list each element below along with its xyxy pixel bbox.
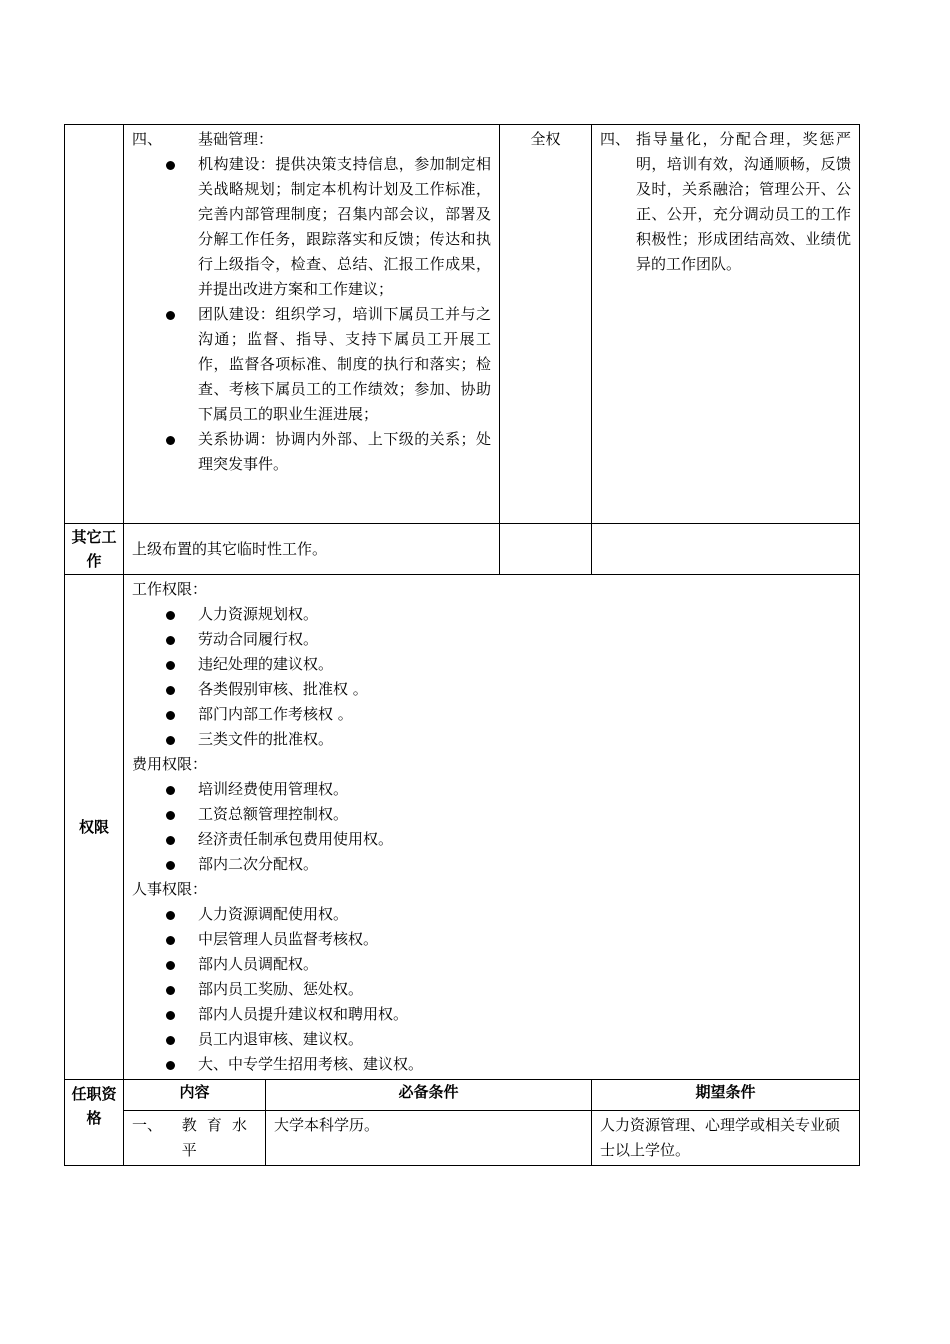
item-name: 教育水平 [181, 1116, 257, 1159]
authority-row [65, 575, 860, 1080]
standard-text: 指导量化，分配合理，奖惩严明，培训有效，沟通顺畅，反馈及时，关系融洽；管理公开、公正、公开，充分调动员工的工作积极性；形成团结高效、业绩优异的工作团队。 [636, 130, 852, 273]
item-number: 一、 [132, 1116, 163, 1134]
bullet-icon [166, 686, 175, 695]
work-authority-list [132, 602, 851, 752]
other-work-row [65, 524, 860, 575]
list-item: 工资总额管理控制权。 [132, 802, 851, 827]
other-work-text: 上级布置的其它临时性工作。 [124, 524, 500, 575]
personnel-authority-list [132, 902, 851, 1077]
list-item: 培训经费使用管理权。 [132, 777, 851, 802]
other-work-label: 其它工作 [65, 524, 124, 575]
list-item: 部门内部工作考核权 。 [132, 702, 851, 727]
list-item: 各类假别审核、批准权 。 [132, 677, 851, 702]
education-item [124, 1111, 266, 1166]
bullet-icon [166, 736, 175, 745]
authority-label: 权限 [65, 575, 124, 1080]
bullet-icon [166, 936, 175, 945]
standard-cell [592, 125, 860, 524]
list-item: 部内人员调配权。 [132, 952, 851, 977]
header-required: 必备条件 [266, 1080, 592, 1111]
list-item: 部内员工奖励、惩处权。 [132, 977, 851, 1002]
bullet-icon [166, 1036, 175, 1045]
bullet-icon [166, 311, 175, 320]
bullet-icon [166, 636, 175, 645]
list-item: 违纪处理的建议权。 [132, 652, 851, 677]
bullet-icon [166, 811, 175, 820]
bullet-icon [166, 1011, 175, 1020]
expense-authority-list [132, 777, 851, 877]
list-item: 人力资源规划权。 [132, 602, 851, 627]
header-expected: 期望条件 [592, 1080, 860, 1111]
education-required: 大学本科学历。 [266, 1111, 592, 1166]
bullet-icon [166, 786, 175, 795]
qualification-label: 任职资格 [65, 1080, 124, 1166]
list-item: 人力资源调配使用权。 [132, 902, 851, 927]
bullet-icon [166, 711, 175, 720]
bullet-icon [166, 961, 175, 970]
list-item: 部内人员提升建议权和聘用权。 [132, 1002, 851, 1027]
duty-row-basic-management [65, 125, 860, 524]
group-title-work: 工作权限： [132, 580, 208, 598]
other-work-standard-empty [592, 524, 860, 575]
education-expected: 人力资源管理、心理学或相关专业硕士以上学位。 [592, 1111, 860, 1166]
list-item: 部内二次分配权。 [132, 852, 851, 877]
list-item: 团队建设：组织学习，培训下属员工并与之沟通；监督、指导、支持下属员工开展工作，监督各项标准、制度的执行和落实；检查、考核下属员工的工作绩效；参加、协助下属员工的职业生涯进展； [132, 302, 491, 427]
section-title: 基础管理： [198, 130, 274, 148]
section-heading [132, 127, 491, 152]
list-item: 大、中专学生招用考核、建议权。 [132, 1052, 851, 1077]
duty-content [124, 125, 500, 524]
list-item: 劳动合同履行权。 [132, 627, 851, 652]
standard-number: 四、 [600, 130, 631, 148]
qualification-header-row [65, 1080, 860, 1111]
bullet-icon [166, 836, 175, 845]
duty-row-label-empty [65, 125, 124, 524]
bullet-icon [166, 911, 175, 920]
table-row [65, 1111, 860, 1166]
header-content: 内容 [124, 1080, 266, 1111]
list-item: 中层管理人员监督考核权。 [132, 927, 851, 952]
section-number: 四、 [132, 130, 163, 148]
list-item: 员工内退审核、建议权。 [132, 1027, 851, 1052]
job-description-document [64, 124, 859, 1166]
authority-content [124, 575, 860, 1080]
group-title-personnel: 人事权限： [132, 880, 208, 898]
bullet-icon [166, 986, 175, 995]
list-item: 机构建设：提供决策支持信息，参加制定相关战略规划；制定本机构计划及工作标准，完善内部管理制度；召集内部会议，部署及分解工作任务，跟踪落实和反馈；传达和执行上级指令，检查、总结、汇报工作成果，并提出改进方案和工作建议； [132, 152, 491, 302]
authority-cell: 全权 [500, 125, 592, 524]
group-title-expense: 费用权限： [132, 755, 208, 773]
bullet-icon [166, 436, 175, 445]
list-item: 经济责任制承包费用使用权。 [132, 827, 851, 852]
job-table [64, 124, 860, 1166]
other-work-authority-empty [500, 524, 592, 575]
bullet-icon [166, 161, 175, 170]
list-item: 关系协调：协调内外部、上下级的关系；处理突发事件。 [132, 427, 491, 477]
bullet-icon [166, 661, 175, 670]
duty-bullet-list [132, 152, 491, 477]
list-item: 三类文件的批准权。 [132, 727, 851, 752]
bullet-icon [166, 1061, 175, 1070]
bullet-icon [166, 611, 175, 620]
bullet-icon [166, 861, 175, 870]
